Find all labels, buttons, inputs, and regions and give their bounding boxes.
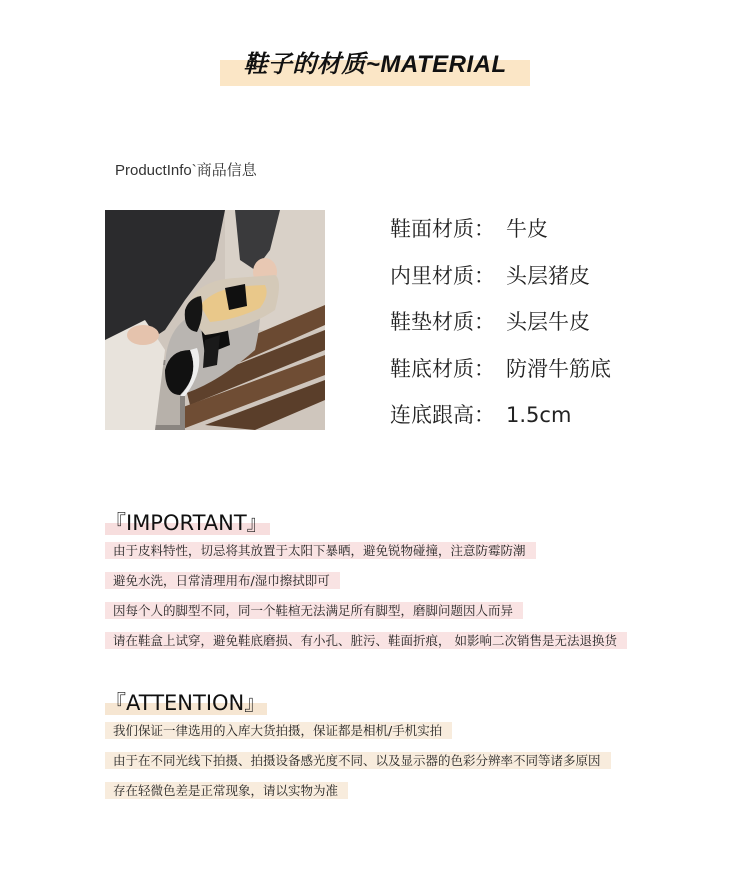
spec-label: 内里材质： (390, 263, 495, 288)
attention-note: 存在轻微色差是正常现象，请以实物为准 (105, 782, 348, 799)
page-title: 鞋子的材质~MATERIAL (243, 51, 507, 78)
spec-value: 1.5cm (506, 403, 572, 427)
spec-label: 鞋垫材质： (390, 310, 495, 334)
important-note: 由于皮料特性，切忌将其放置于太阳下暴晒，避免锐物碰撞，注意防霉防潮 (105, 542, 536, 559)
product-info-label: ProductInfo`商品信息 (115, 162, 257, 179)
spec-row (390, 353, 611, 400)
spec-row (390, 260, 611, 307)
spec-value: 头层猪皮 (506, 263, 590, 288)
important-heading-text: 『IMPORTANT』 (105, 511, 268, 535)
spec-row (390, 213, 611, 260)
spec-value: 防滑牛筋底 (506, 356, 611, 381)
attention-heading-text: 『ATTENTION』 (105, 691, 266, 715)
spec-label: 连底跟高： (390, 403, 495, 427)
spec-row (390, 399, 611, 446)
spec-value: 头层牛皮 (506, 310, 590, 334)
important-heading (105, 507, 268, 537)
spec-label: 鞋底材质： (390, 356, 495, 381)
spec-value: 牛皮 (506, 217, 548, 241)
attention-note: 由于在不同光线下拍摄、拍摄设备感光度不同、以及显示器的色彩分辨率不同等诸多原因 (105, 752, 611, 769)
spec-row (390, 306, 611, 353)
product-photo (105, 210, 325, 430)
spec-list (390, 213, 611, 446)
important-note: 避免水洗，日常清理用布/湿巾擦拭即可 (105, 572, 340, 589)
spec-label: 鞋面材质： (390, 217, 495, 241)
important-note: 因每个人的脚型不同，同一个鞋楦无法满足所有脚型，磨脚问题因人而异 (105, 602, 523, 619)
attention-heading (105, 687, 265, 717)
attention-note: 我们保证一律选用的入库大货拍摄，保证都是相机/手机实拍 (105, 722, 452, 739)
important-note: 请在鞋盒上试穿，避免鞋底磨损、有小孔、脏污、鞋面折痕， 如影响二次销售是无法退换货 (105, 632, 627, 649)
